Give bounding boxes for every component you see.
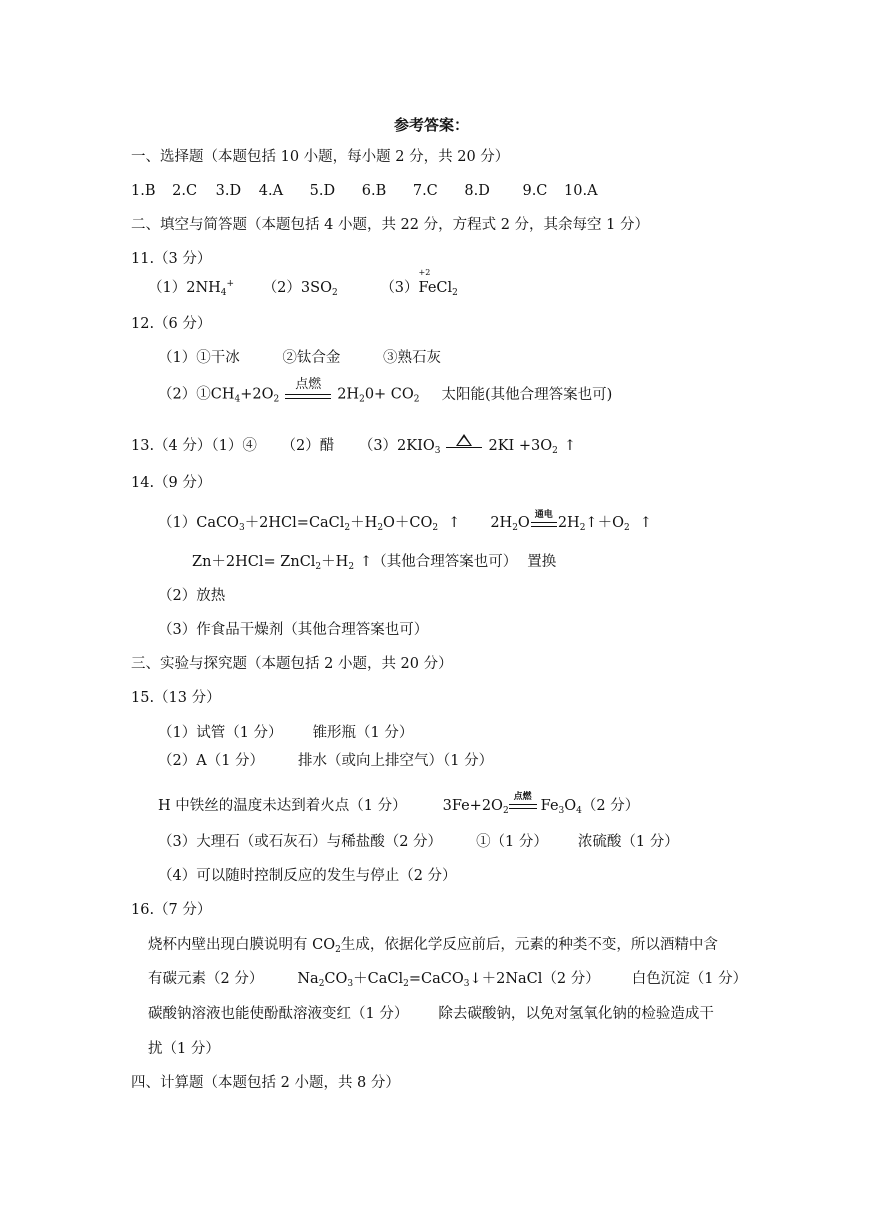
q14-part3: （3）作食品干燥剂（其他合理答案也可） bbox=[158, 622, 429, 638]
q15-line2: （2）A（1 分） 排水（或向上排空气）（1 分） bbox=[158, 753, 494, 769]
triangle-heat-icon bbox=[456, 434, 472, 446]
q12-item3: ③熟石灰 bbox=[382, 350, 441, 366]
answer-2: 2.C bbox=[172, 183, 198, 199]
choice-answers-row bbox=[131, 181, 598, 201]
q15-label: 15.（13 分） bbox=[131, 690, 221, 706]
q15-line4: （3）大理石（或石灰石）与稀盐酸（2 分） ①（1 分） 浓硫酸（1 分） bbox=[158, 834, 679, 850]
answer-7: 7.C bbox=[412, 183, 438, 199]
q12-item1: （1）①干冰 bbox=[158, 350, 240, 366]
q11-answers bbox=[148, 268, 458, 298]
q16-line1: 烧杯内壁出现白膜说明有 $CO_2$生成，依据化学反应前后，元素的种类不变，所以酒精中含 bbox=[148, 937, 718, 955]
q15-line1: （1）试管（1 分） 锥形瓶（1 分） bbox=[158, 725, 414, 741]
q12-item2: ②钛合金 bbox=[282, 350, 341, 366]
answer-8: 8.D bbox=[464, 183, 490, 199]
q14-line2: $Zn+2HCl= ZnCl_2+H_2$ ↑（其他合理答案也可） 置换 bbox=[192, 554, 557, 572]
q14-part2: （2）放热 bbox=[158, 588, 226, 604]
q12-label: 12.（6 分） bbox=[131, 316, 212, 332]
answer-4: 4.A bbox=[258, 183, 284, 199]
answer-3: 3.D bbox=[215, 183, 242, 199]
reaction-condition-heat bbox=[446, 434, 482, 448]
q11-part1: $(1)2NH_4^+$ bbox=[148, 279, 235, 298]
q12-note: 太阳能(其他合理答案也可) bbox=[441, 386, 613, 403]
q15-line3: H 中铁丝的温度未达到着火点（1 分） $3Fe+2O_2$ 点燃 $Fe_3O_4(2$ 分） bbox=[158, 791, 640, 816]
q12-line2: $(2)①CH_4+2O_2$ 点燃 $2H_20+ CO_2$ 太阳能(其他合理答案也可) bbox=[158, 377, 613, 405]
answer-6: 6.B bbox=[361, 183, 387, 199]
q13-line: 13.（4 分）（1）④ （2）醋 $(3)2KIO_3$ $2KI +3O_2$ ↑ bbox=[131, 436, 576, 456]
q15-line5: （4）可以随时控制反应的发生与停止（2 分） bbox=[158, 868, 457, 884]
q12-line1 bbox=[158, 348, 441, 368]
reaction-condition-ignite-2: 点燃 bbox=[509, 792, 537, 809]
section-4-heading: 四、计算题（本题包括 2 小题，共 8 分） bbox=[131, 1075, 400, 1091]
reaction-condition-ignite: 点燃 bbox=[285, 378, 331, 399]
q14-line1: $(1)CaCO_3+2HCl=CaCl_2+H_2O+CO_2$ ↑ $2H_2O$ 通电 $2H_2↑+O_2$ ↑ bbox=[158, 509, 652, 533]
page-title: 参考答案： bbox=[394, 116, 470, 134]
section-1-heading: 一、选择题（本题包括 10 小题，每小题 2 分，共 20 分） bbox=[131, 149, 510, 165]
q16-line3: 碳酸钠溶液也能使酚酞溶液变红（1 分） 除去碳酸钠，以免对氢氧化钠的检验造成干 bbox=[148, 1006, 714, 1022]
section-2-heading: 二、填空与简答题（本题包括 4 小题，共 22 分，方程式 2 分，其余每空 1 分） bbox=[131, 217, 649, 233]
valence-label: +2 bbox=[418, 268, 431, 277]
answer-9: 9.C bbox=[522, 183, 548, 199]
q11-part3: （3） +2 FeCl$_2$ bbox=[380, 268, 458, 298]
answer-10: 10.A bbox=[564, 183, 598, 199]
section-3-heading: 三、实验与探究题（本题包括 2 小题，共 20 分） bbox=[131, 656, 453, 672]
answer-5: 5.D bbox=[309, 183, 336, 199]
q16-label: 16.（7 分） bbox=[131, 902, 212, 918]
q14-label: 14.（9 分） bbox=[131, 475, 212, 491]
q16-line2: 有碳元素（2 分） $Na_2CO_3+CaCl_2=CaCO_3↓+2NaCl(2$ 分） 白色沉淀（1 分） bbox=[148, 971, 748, 989]
answer-1: 1.B bbox=[131, 183, 156, 199]
q11-part2: $(2)3SO_2$ bbox=[262, 280, 338, 298]
reaction-condition-electrolysis: 通电 bbox=[531, 510, 557, 527]
q11-label: 11.（3 分） bbox=[131, 251, 212, 267]
q16-line4: 扰（1 分） bbox=[148, 1041, 220, 1057]
